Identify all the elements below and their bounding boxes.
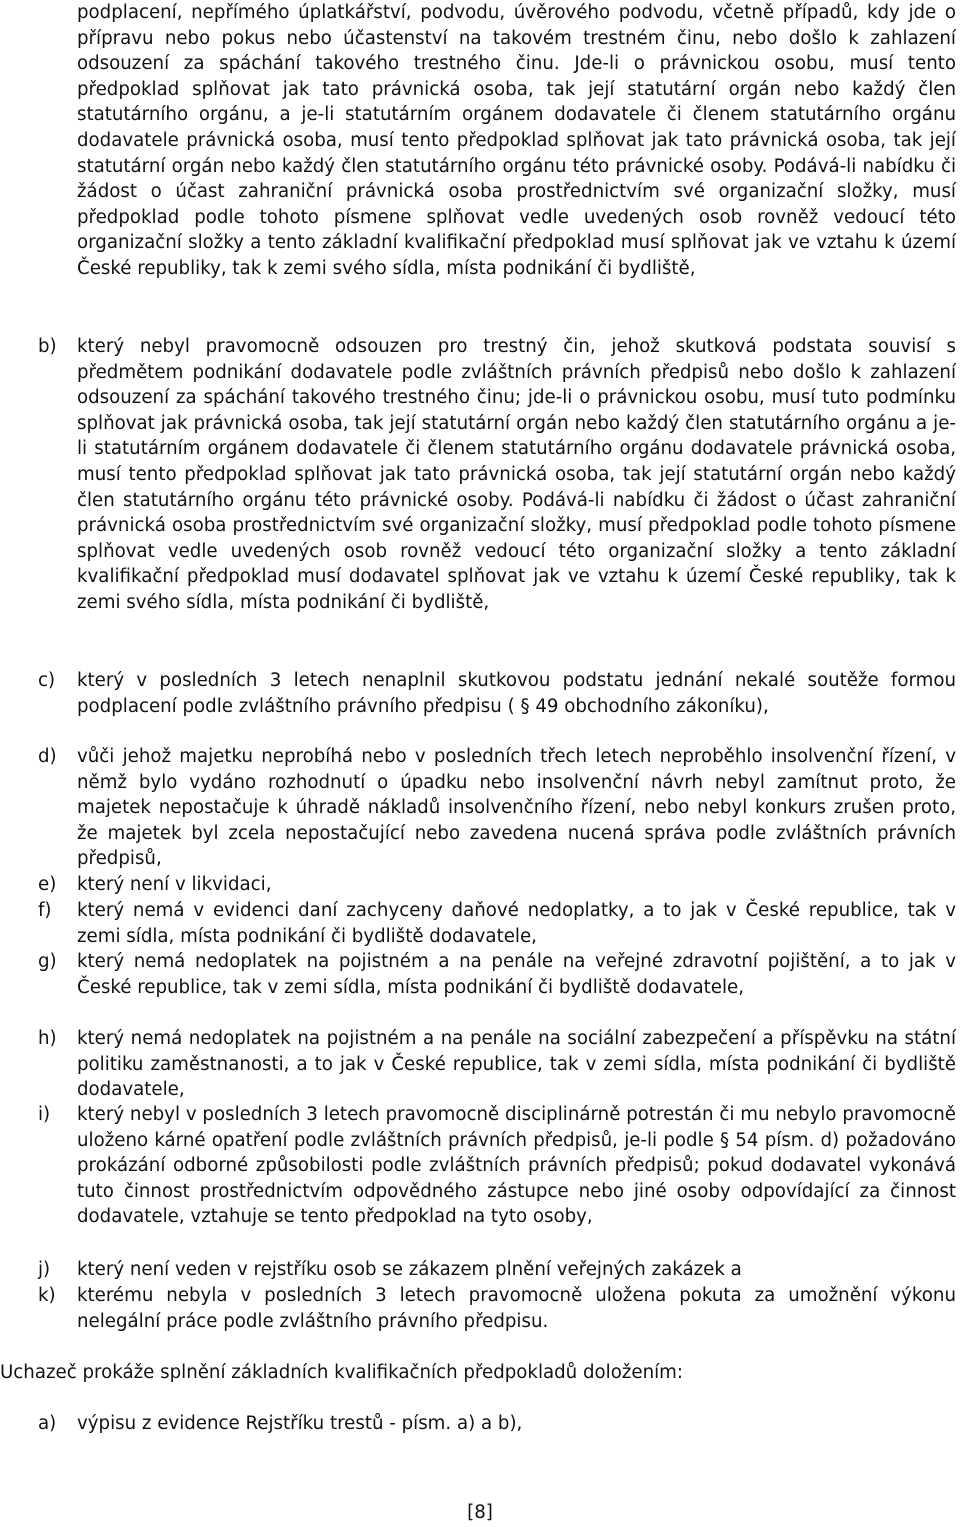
list-item-text: který v posledních 3 letech nenaplnil skutkovou podstatu jednání nekalé soutěže formou podplacení podle zvláštního právního předpisu ( § 49 obchodního zákoníku), bbox=[77, 670, 956, 717]
list-item-text: který nebyl v posledních 3 letech pravomocně disciplinárně potrestán či mu nebylo pravomocně uloženo kárné opatření podle zvláštních právních předpisů, je-li podle § 54 písm. d) požadováno prokázání odborné způsobilosti podle zvláštních právních předpisů; pokud dodavatel vykonává tuto činnost prostřednictvím odpovědného zástupce nebo jiné osoby odpovídající za činnost dodavatele, vztahuje se tento předpoklad na tyto osoby, bbox=[77, 1104, 956, 1228]
list-item-text: který nemá nedoplatek na pojistném a na penále na veřejné zdravotní pojištění, a to jak v České republice, tak v zemi sídla, místa podnikání či bydliště dodavatele, bbox=[77, 951, 956, 998]
list-item-label: g) bbox=[38, 951, 57, 972]
list-item-c bbox=[0, 668, 956, 719]
list-item-i bbox=[0, 1102, 956, 1230]
list-item-text: který není v likvidaci, bbox=[77, 874, 272, 895]
list-item-text: který nebyl pravomocně odsouzen pro trestný čin, jehož skutková podstata souvisí s předmětem podnikání dodavatele podle zvláštních právních předpisů nebo došlo k zahlazení odsouzení za spáchání takového trestného činu; jde-li o právnickou osobu, musí tuto podmínku splňovat jak právnická osoba, tak její statutární orgán nebo každý člen statutárního orgánu a je-li statutárním orgánem dodavatele či členem statutárního orgánu dodavatele právnická osoba, musí tento předpoklad splňovat jak tato právnická osoba, tak její statutární orgán nebo každý člen statutárního orgánu této právnické osoby. Podává-li nabídku či žádost o účast zahraniční právnická osoba prostřednictvím své organizační složky, musí předpoklad podle tohoto písmene splňovat vedle uvedených osob rovněž vedoucí této organizační složky a tento základní kvalifikační předpoklad musí dodavatel splňovat jak ve vztahu k území České republiky, tak k zemi svého sídla, místa podnikání či bydliště, bbox=[77, 336, 956, 613]
list-item-text: kterému nebyla v posledních 3 letech pravomocně uložena pokuta za umožnění výkonu nelegální práce podle zvláštního právního předpisu. bbox=[77, 1285, 956, 1332]
list-item-label: k) bbox=[38, 1285, 56, 1306]
list-item-k bbox=[0, 1283, 956, 1334]
list-item-f bbox=[0, 898, 956, 949]
list-item-label: a) bbox=[38, 1413, 57, 1434]
list-item-label: h) bbox=[38, 1028, 57, 1049]
list-item-b bbox=[0, 334, 956, 616]
list-item-h bbox=[0, 1026, 956, 1103]
list-item-label: b) bbox=[38, 336, 57, 357]
list-item-g bbox=[0, 949, 956, 1000]
list-item-text: který nemá nedoplatek na pojistném a na penále na sociální zabezpečení a příspěvku na státní politiku zaměstnanosti, a to jak v České republice, tak v zemi sídla, místa podnikání či bydliště dodavatele, bbox=[77, 1028, 956, 1101]
list-item-text: který není veden v rejstříku osob se zákazem plnění veřejných zakázek a bbox=[77, 1259, 742, 1280]
list-item-j bbox=[0, 1257, 956, 1283]
list-item-text: vůči jehož majetku neprobíhá nebo v posledních třech letech neproběhlo insolvenční řízení, v němž bylo vydáno rozhodnutí o úpadku nebo insolvenční návrh nebyl zamítnut proto, že majetek nepostačuje k úhradě nákladů insolvenčního řízení, nebo nebyl konkurs zrušen proto, že majetek byl zcela nepostačující nebo zavedena nucená správa podle zvláštních právních předpisů, bbox=[77, 746, 956, 870]
proof-intro: Uchazeč prokáže splnění základních kvalifikačních předpokladů doložením: bbox=[0, 1362, 684, 1383]
list-item-label: c) bbox=[38, 670, 56, 691]
list-item-text: výpisu z evidence Rejstříku trestů - písm. a) a b), bbox=[77, 1413, 523, 1434]
list-item-label: f) bbox=[38, 900, 52, 921]
proof-item-a bbox=[0, 1411, 956, 1437]
list-item-label: d) bbox=[38, 746, 57, 767]
list-item-d bbox=[0, 744, 956, 872]
list-item-label: j) bbox=[38, 1259, 51, 1280]
list-item-text: podplacení, nepřímého úplatkářství, podvodu, úvěrového podvodu, včetně případů, kdy jde o přípravu nebo pokus nebo účastenství na takovém trestném činu, nebo došlo k zahlazení odsouzení za spáchání takového trestného činu. Jde-li o právnickou osobu, musí tento předpoklad splňovat jak tato právnická osoba, tak její statutární orgán nebo každý člen statutárního orgánu, a je-li statutárním orgánem dodavatele či členem statutárního orgánu dodavatele právnická osoba, musí tento předpoklad splňovat jak tato právnická osoba, tak její statutární orgán nebo každý člen statutárního orgánu této právnické osoby. Podává-li nabídku či žádost o účast zahraniční právnická osoba prostřednictvím své organizační složky, musí předpoklad podle tohoto písmene splňovat vedle uvedených osob rovněž vedoucí této organizační složky a tento základní kvalifikační předpoklad musí splňovat jak ve vztahu k území České republiky, tak k zemi svého sídla, místa podnikání či bydliště, bbox=[77, 2, 956, 279]
page-number: [8] bbox=[467, 1502, 493, 1523]
list-item-a-continuation bbox=[0, 0, 956, 282]
list-item-label: i) bbox=[38, 1104, 51, 1125]
list-item-text: který nemá v evidenci daní zachyceny daňové nedoplatky, a to jak v České republice, tak v zemi sídla, místa podnikání či bydliště dodavatele, bbox=[77, 900, 956, 947]
list-item-label: e) bbox=[38, 874, 57, 895]
list-item-e bbox=[0, 872, 956, 898]
